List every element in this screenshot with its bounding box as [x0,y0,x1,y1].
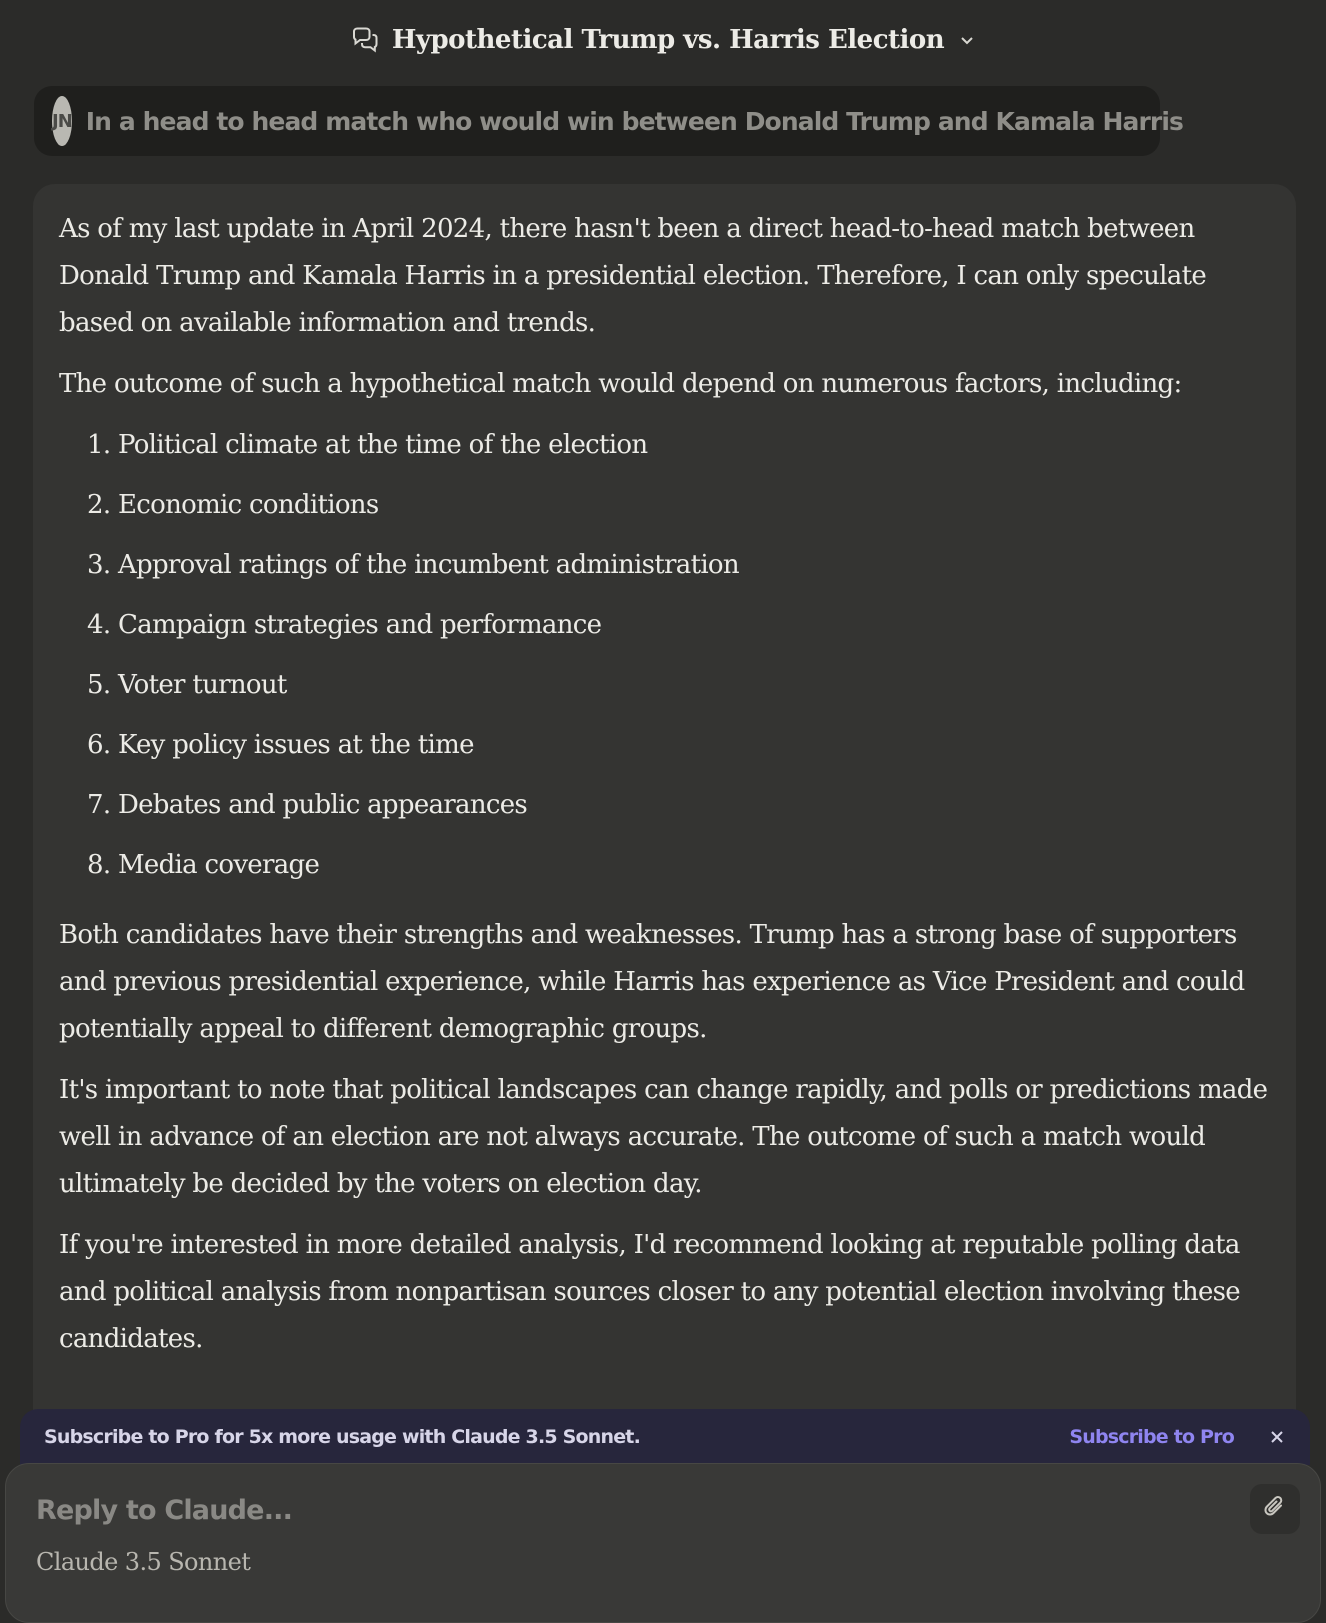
subscribe-to-pro-link[interactable]: Subscribe to Pro [1069,1426,1234,1448]
chevron-down-icon[interactable] [958,31,976,49]
assistant-paragraph: If you're interested in more detailed analysis, I'd recommend looking at reputable polling data and political analysis from nonpartisan sources closer to any potential election involving these candidates. [59,1230,1240,1354]
list-item: 1. Political climate at the time of the election [87,430,648,460]
list-item: 7. Debates and public appearances [87,790,528,820]
close-icon[interactable] [1268,1428,1286,1446]
factors-list [59,422,1270,902]
reply-input[interactable] [34,1490,1184,1530]
list-item: 2. Economic conditions [87,490,379,520]
list-item: 8. Media coverage [87,850,320,880]
conversation-title-bar[interactable] [0,0,1326,80]
list-item: 4. Campaign strategies and performance [87,610,602,640]
paperclip-icon [1262,1494,1288,1524]
assistant-paragraph: The outcome of such a hypothetical match would depend on numerous factors, including: [59,369,1182,399]
user-message-text: In a head to head match who would win between Donald Trump and Kamala Harris [85,106,1184,136]
list-item: 5. Voter turnout [87,670,287,700]
conversation-title: Hypothetical Trump vs. Harris Election [391,25,945,55]
model-selector[interactable]: Claude 3.5 Sonnet [36,1548,251,1576]
list-item: 3. Approval ratings of the incumbent administration [87,550,739,580]
assistant-message [33,184,1296,1484]
assistant-paragraph: As of my last update in April 2024, there hasn't been a direct head-to-head match between Donald Trump and Kamala Harris in a presidential election. Therefore, I can only speculate based on available information and trends. [59,214,1207,338]
avatar: JN [52,96,72,146]
subscribe-banner [20,1409,1310,1465]
attach-button[interactable] [1250,1484,1300,1534]
list-item: 6. Key policy issues at the time [87,730,474,760]
chat-bubbles-icon [350,25,380,55]
user-message [34,86,1184,156]
assistant-paragraph: It's important to note that political landscapes can change rapidly, and polls or predictions made well in advance of an election are not always accurate. The outcome of such a match would ultimately be decided by the voters on election day. [59,1075,1268,1199]
subscribe-banner-text: Subscribe to Pro for 5x more usage with Claude 3.5 Sonnet. [44,1426,641,1448]
assistant-paragraph: Both candidates have their strengths and weaknesses. Trump has a strong base of supporters and previous presidential experience, while Harris has experience as Vice President and could potentially appeal to different demographic groups. [59,920,1245,1044]
reply-composer [5,1463,1321,1623]
